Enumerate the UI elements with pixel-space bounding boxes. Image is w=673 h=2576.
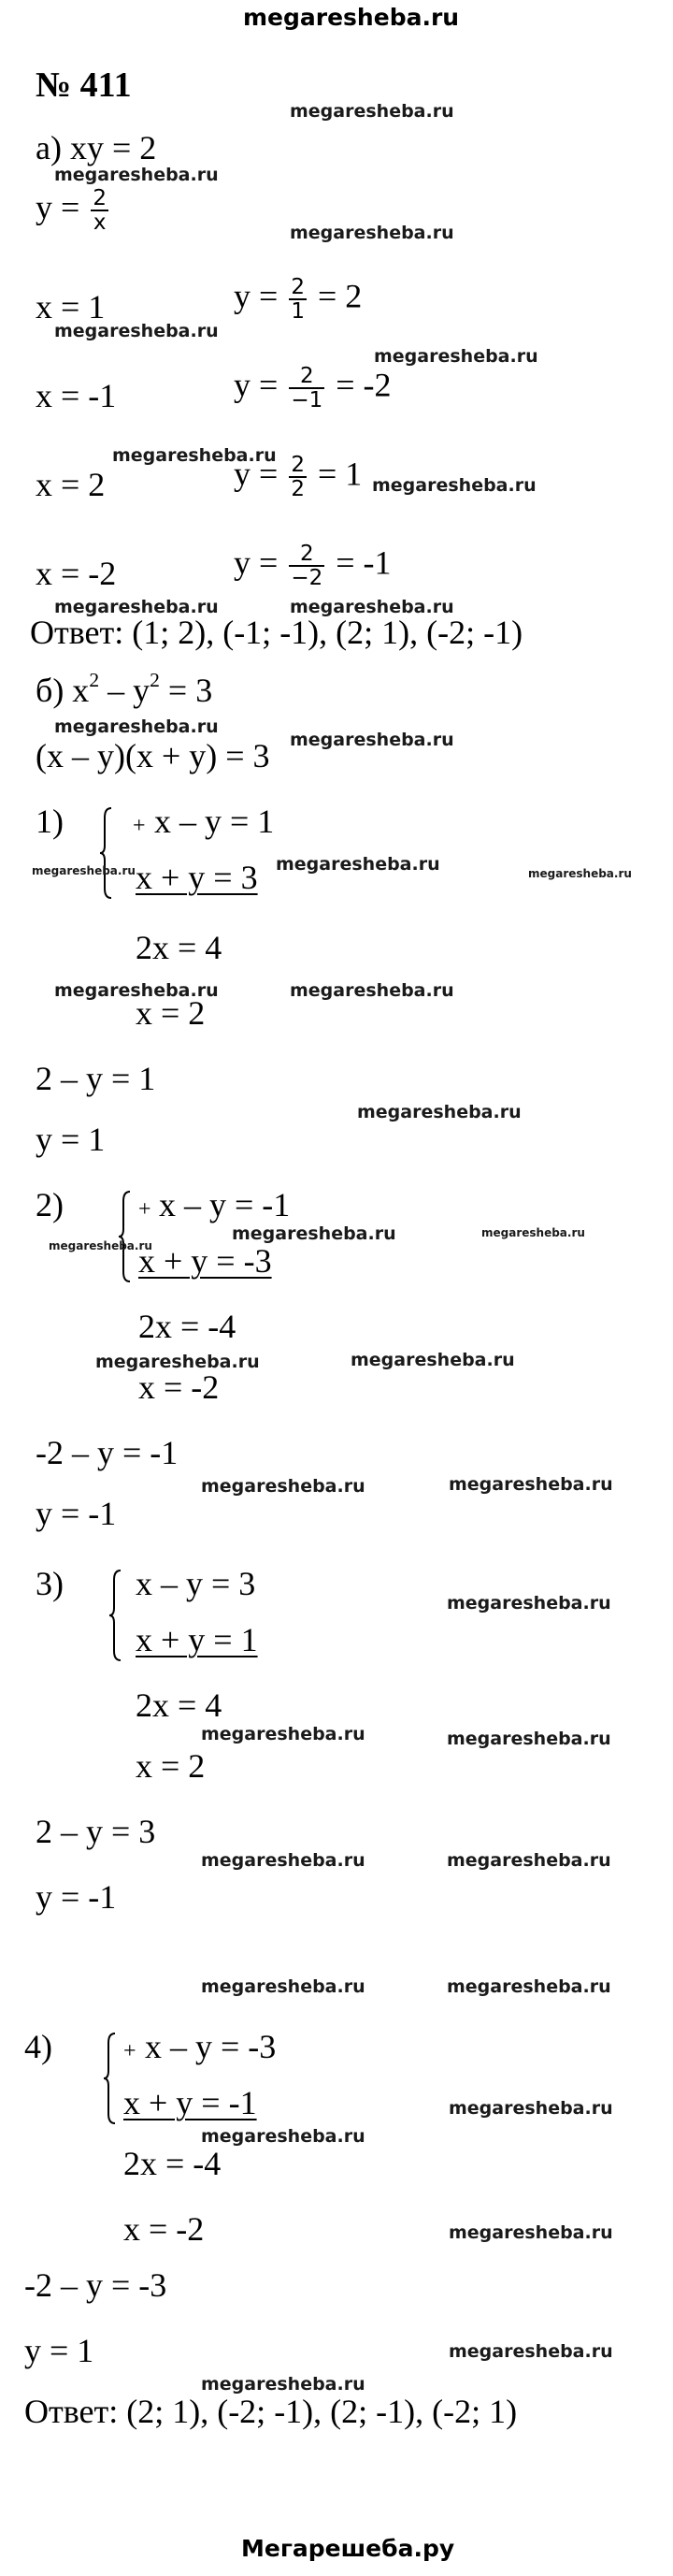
system-2-sum: 2x = -4 [138,1308,236,1345]
watermark: megaresheba.ru [276,854,440,875]
watermark: megaresheba.ru [447,1850,611,1871]
part-a-y-formula [36,187,111,234]
y-lhs: y = [234,277,279,315]
watermark: megaresheba.ru [95,1352,260,1372]
system-3-substitution: 2 – y = 3 [36,1813,156,1850]
watermark: megaresheba.ru [447,1976,611,1997]
watermark: megaresheba.ru [447,1729,611,1749]
system-2-x: x = -2 [138,1368,220,1406]
watermark: megaresheba.ru [201,2126,365,2147]
system-1-eq-1: x – y = 1 [154,803,275,840]
system-3-label: 3) [36,1565,64,1602]
system-2-eq-1: x – y = -1 [159,1186,291,1223]
system-brace [103,2032,116,2125]
fraction-2-over-x [91,187,108,234]
system-1-x: x = 2 [136,994,206,1032]
y-result: = 1 [317,455,363,493]
watermark: megaresheba.ru [54,321,219,341]
x-value-row-3: x = 2 [36,466,106,503]
fraction-numerator: 2 [93,186,107,210]
x-value-row-4: x = -2 [36,555,117,592]
system-3-eq-1: x – y = 3 [136,1565,256,1602]
y-result: = 2 [317,277,363,315]
site-header: megaresheba.ru [243,4,460,31]
title-mid: – y [99,672,150,709]
system-3-eq-2: x + y = 1 [136,1621,258,1658]
fraction-denominator: −1 [291,388,323,413]
part-a-answer: Ответ: (1; 2), (-1; -1), (2; 1), (-2; -1) [30,614,523,651]
system-4-substitution: -2 – y = -3 [24,2266,167,2304]
fraction-numerator: 2 [299,364,314,388]
title-end: = 3 [159,672,213,709]
watermark: megaresheba.ru [201,1850,365,1871]
fraction-denominator: 2 [291,477,305,502]
system-2-eq-2: x + y = -3 [138,1242,272,1280]
system-4-x: x = -2 [123,2210,205,2248]
watermark: megaresheba.ru [447,1593,611,1614]
system-3-y: y = -1 [36,1878,117,1916]
part-b-title [36,668,213,709]
y-lhs: y = [234,366,279,404]
watermark: megaresheba.ru [201,1976,365,1997]
watermark: megaresheba.ru [351,1350,515,1370]
y-lhs: y = [234,543,279,582]
system-3-sum: 2x = 4 [136,1686,222,1724]
system-2-substitution: -2 – y = -1 [36,1434,179,1471]
part-b-answer: Ответ: (2; 1), (-2; -1), (2; -1), (-2; 1) [24,2393,518,2430]
y-calc-row-1 [234,276,362,323]
watermark: megaresheba.ru [201,1724,365,1744]
fraction [289,365,324,412]
watermark: megaresheba.ru [112,445,277,466]
title-base: б) x [36,672,90,709]
fraction-denominator: −2 [291,566,323,591]
watermark: megaresheba.ru [290,223,454,243]
watermark: megaresheba.ru [54,165,219,185]
fraction-numerator: 2 [299,542,314,566]
system-4-sum: 2x = -4 [123,2145,222,2182]
fraction [289,276,307,323]
system-1-substitution: 2 – y = 1 [36,1060,156,1097]
y-lhs: y = [36,188,80,226]
system-1-eq-2: x + y = 3 [136,859,258,896]
system-brace [108,1569,122,1662]
system-1-sum: 2x = 4 [136,929,222,966]
fraction-numerator: 2 [291,275,305,299]
watermark: megaresheba.ru [54,597,219,617]
watermark: megaresheba.ru [232,1223,396,1244]
watermark: megaresheba.ru [481,1226,585,1239]
watermark: megaresheba.ru [449,2222,613,2243]
y-lhs: y = [234,455,279,493]
exponent: 2 [150,668,160,691]
fraction-numerator: 2 [291,453,305,477]
system-4-label: 4) [24,2028,52,2065]
part-a-title: а) xy = 2 [36,129,157,166]
task-number: № 411 [36,65,132,105]
system-4-y: y = 1 [24,2332,94,2369]
watermark: megaresheba.ru [449,1474,613,1495]
exponent: 2 [89,668,100,691]
factored-equation: (x – y)(x + y) = 3 [36,737,270,774]
plus-sign: + [138,1197,151,1222]
watermark: megaresheba.ru [357,1102,522,1122]
watermark: megaresheba.ru [528,867,632,880]
system-4-eq-1: x – y = -3 [145,2028,277,2065]
system-3-x: x = 2 [136,1747,206,1785]
watermark: megaresheba.ru [290,730,454,750]
watermark: megaresheba.ru [290,980,454,1001]
y-calc-row-2 [234,365,392,412]
system-brace [118,1190,131,1283]
system-2-y: y = -1 [36,1495,117,1532]
watermark: megaresheba.ru [290,597,454,617]
watermark: megaresheba.ru [32,864,136,877]
watermark: megaresheba.ru [54,716,219,737]
watermark: megaresheba.ru [201,1476,365,1497]
plus-sign: + [123,2039,136,2063]
watermark: megaresheba.ru [374,346,538,367]
watermark: megaresheba.ru [372,475,537,496]
fraction [289,454,307,500]
y-result: = -2 [336,366,392,404]
system-brace [99,806,112,900]
watermark: megaresheba.ru [54,980,219,1001]
y-calc-row-4 [234,543,392,589]
system-1-label: 1) [36,803,64,840]
fraction-denominator: 1 [291,299,305,325]
fraction [289,543,324,589]
watermark: megaresheba.ru [290,101,454,122]
watermark: megaresheba.ru [449,2098,613,2119]
x-value-row-1: x = 1 [36,288,106,326]
y-result: = -1 [336,543,392,582]
watermark: megaresheba.ru [449,2341,613,2362]
site-footer: Мегарешеба.ру [241,2535,455,2562]
system-4-eq-2: x + y = -1 [123,2084,257,2121]
system-2-label: 2) [36,1186,64,1223]
x-value-row-2: x = -1 [36,377,117,414]
system-1-y: y = 1 [36,1121,106,1158]
fraction-denominator: x [93,210,107,236]
plus-sign: + [133,814,146,838]
watermark: megaresheba.ru [201,2374,365,2395]
watermark: megaresheba.ru [49,1239,152,1252]
